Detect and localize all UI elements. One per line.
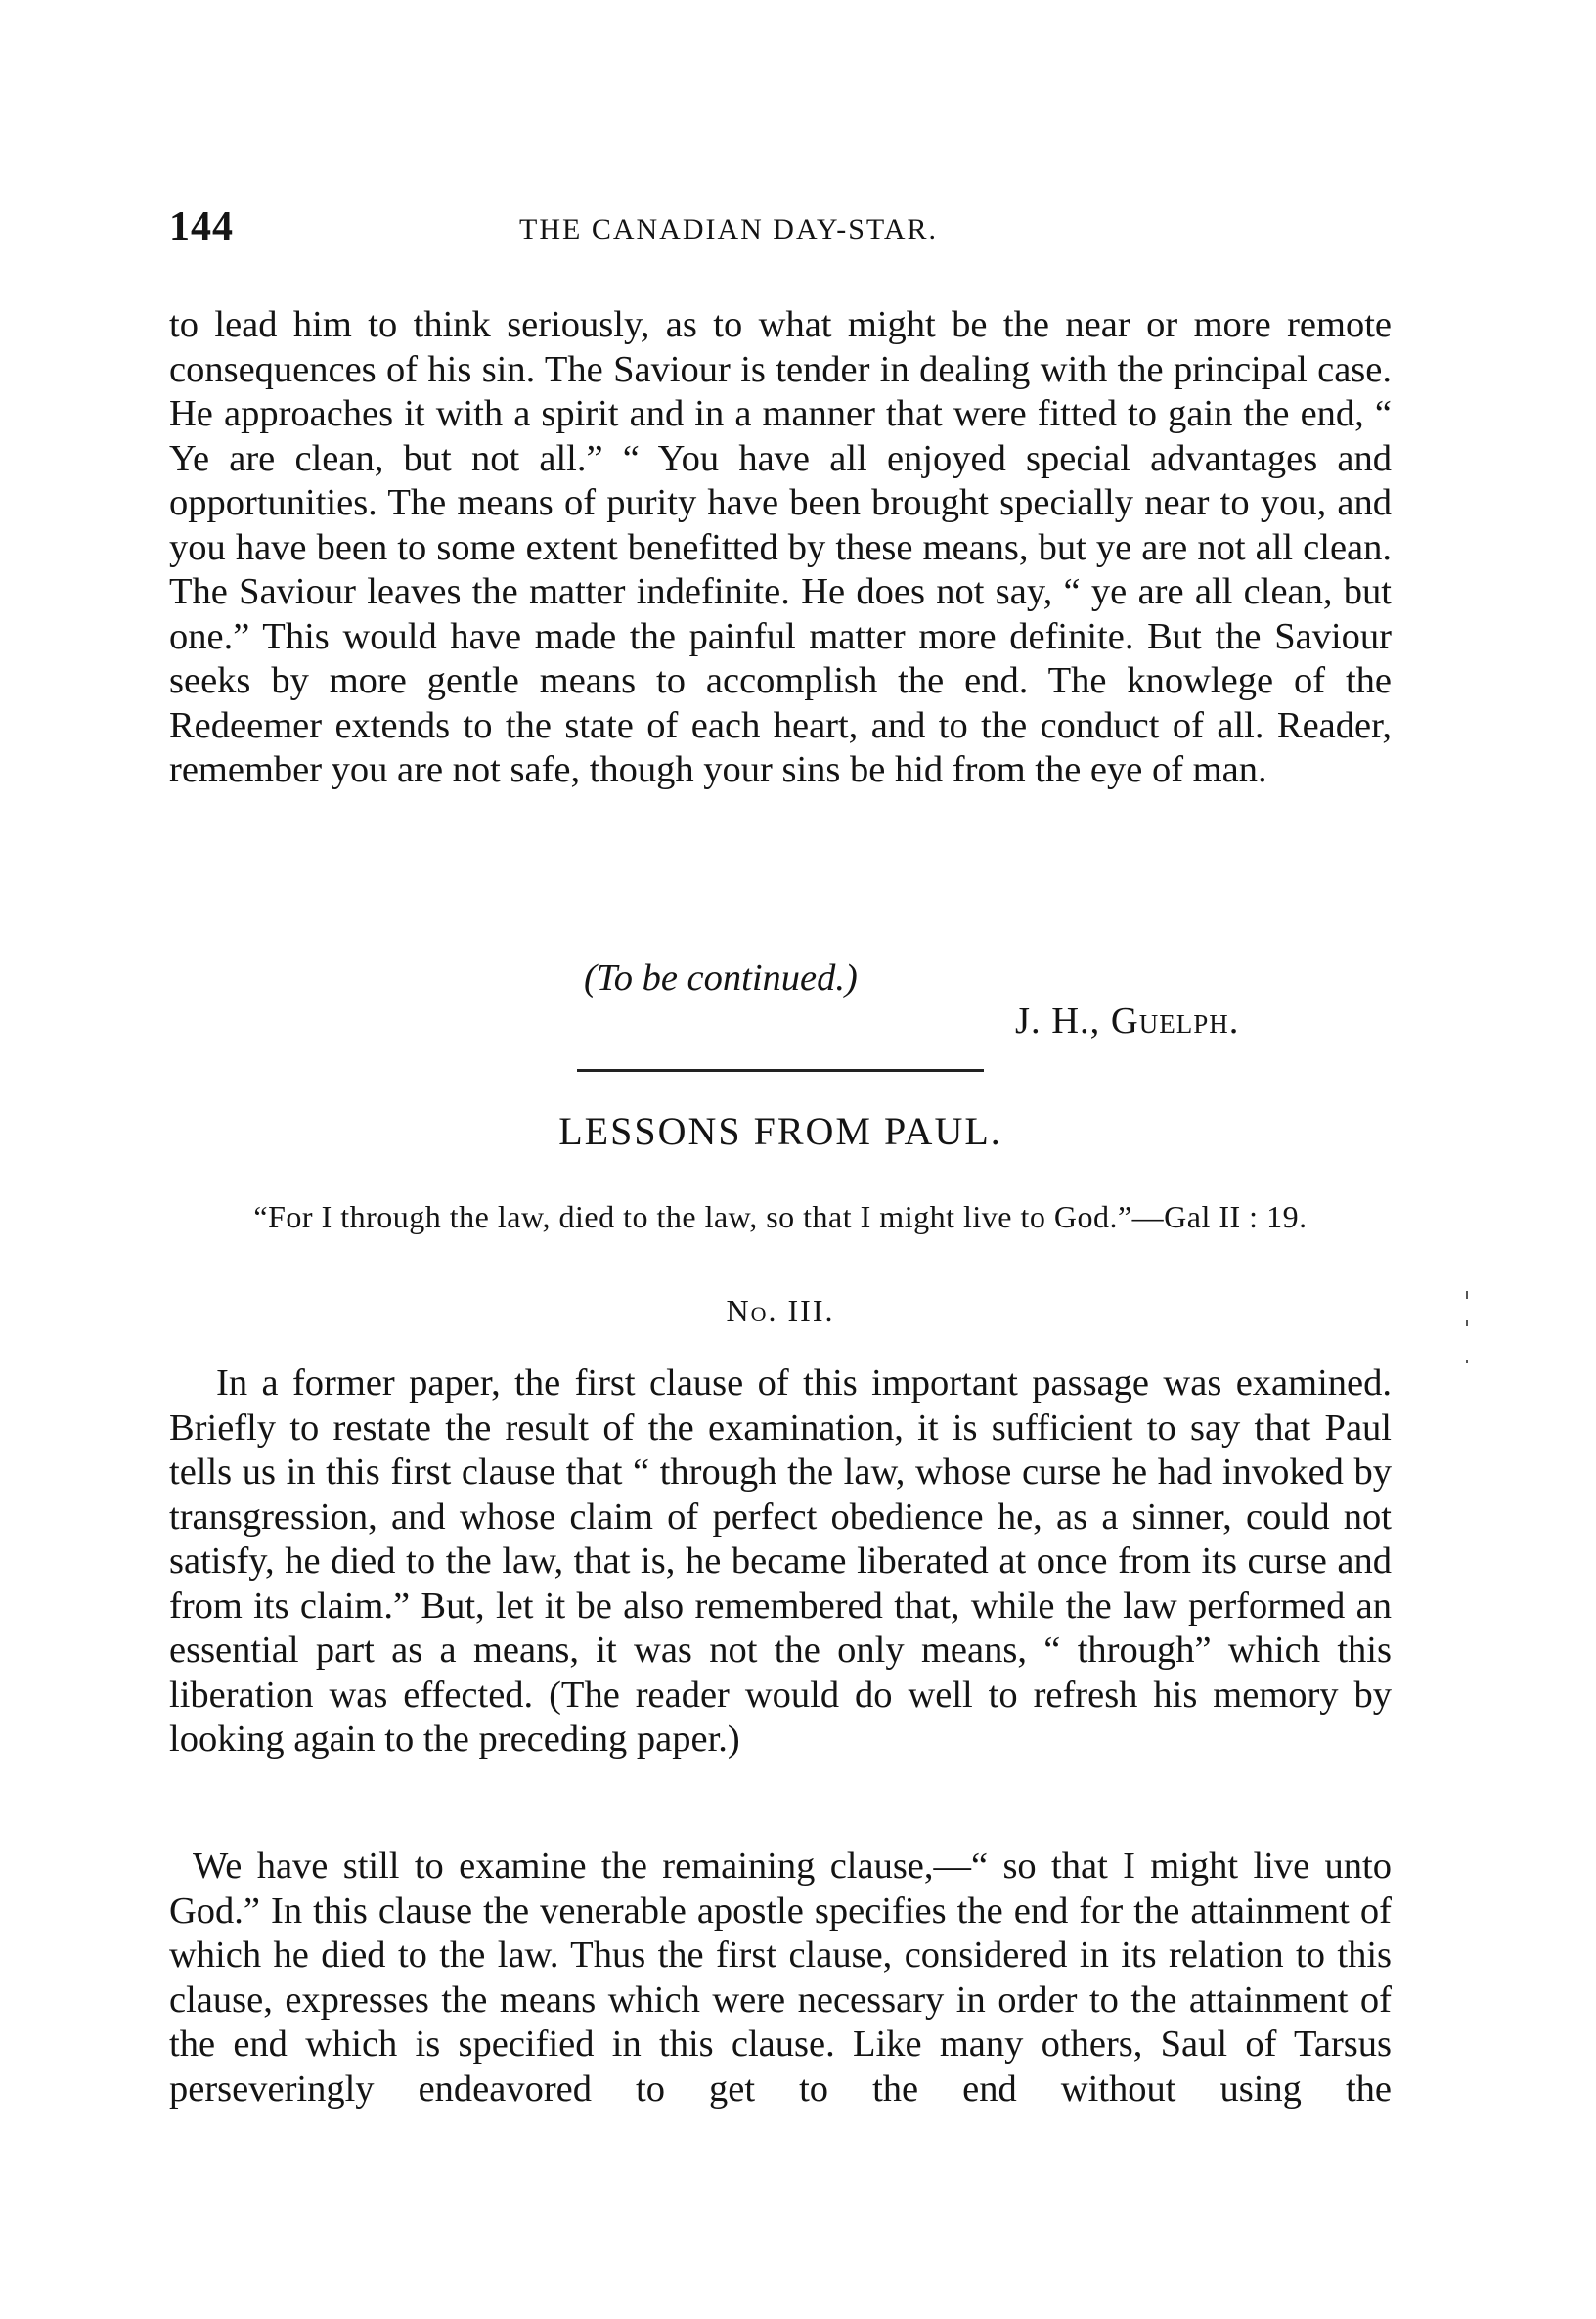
section-title: LESSONS FROM PAUL.	[558, 1109, 1002, 1153]
margin-scan-marks	[1457, 1291, 1477, 1545]
continued-article-paragraph: to lead him to think seriously, as to what might be the near or more remote consequences of his sin. The Saviour is tender in dealing with the principal case. He approaches it with a spirit and in a manner that were fitted to gain the end, “ Ye are clean, but not all.” “ You have all enjoyed special advantages and opportunities. The means of purity have been brought specially near to you, and you have been to some extent benefitted by these means, but ye are not all clean. The Saviour leaves the matter indefinite. He does not say, “ ye are all clean, but one.” This would have made the painful matter more definite. But the Saviour seeks by more gentle means to accomplish the end. The knowlege of the Redeemer extends to the state of each heart, and to the conduct of all. Reader, remember you are not safe, though your sins be hid from the eye of man.	[169, 304, 1392, 790]
signature-place: Guelph.	[1110, 1001, 1240, 1042]
signature-initials: J. H.,	[1015, 1001, 1101, 1042]
running-title: THE CANADIAN DAY-STAR.	[519, 213, 938, 245]
scripture-epigraph: “For I through the law, died to the law, so that I might live to God.”—Gal II : 19.	[253, 1199, 1308, 1234]
article-number: No. III.	[726, 1293, 835, 1328]
lessons-paragraph-1: In a former paper, the first clause of this important passage was examined. Briefly to restate the result of the examination, it is sufficient to say that Paul tells us in this first clause that “ through the law, whose curse he had invoked by transgression, and whose claim of perfect obedience he, as a sinner, could not satisfy, he died to the law, that is, he became liberated at once from its curse and from its claim.” But, let it be also remembered that, while the law performed an essential part as a means, it was not the only means, “ through” which this liberation was effected. (The reader would do well to refresh his memory by looking again to the preceding paper.)	[169, 1362, 1392, 1760]
lessons-paragraph-2: We have still to examine the remaining clause,—“ so that I might live unto God.” In this clause the venerable apostle specifies the end for the attainment of which he died to the law. Thus the first clause, considered in its relation to this clause, expresses the means which were necessary in order to the attainment of the end which is specified in this clause. Like many others, Saul of Tarsus perseveringly endeavored to get to the end without using the	[169, 1846, 1392, 2110]
page-number: 144	[169, 204, 234, 249]
author-signature	[1015, 1000, 1239, 1043]
page-header	[169, 203, 1392, 262]
section-divider	[577, 1069, 984, 1072]
to-be-continued-note: (To be continued.)	[584, 958, 858, 999]
